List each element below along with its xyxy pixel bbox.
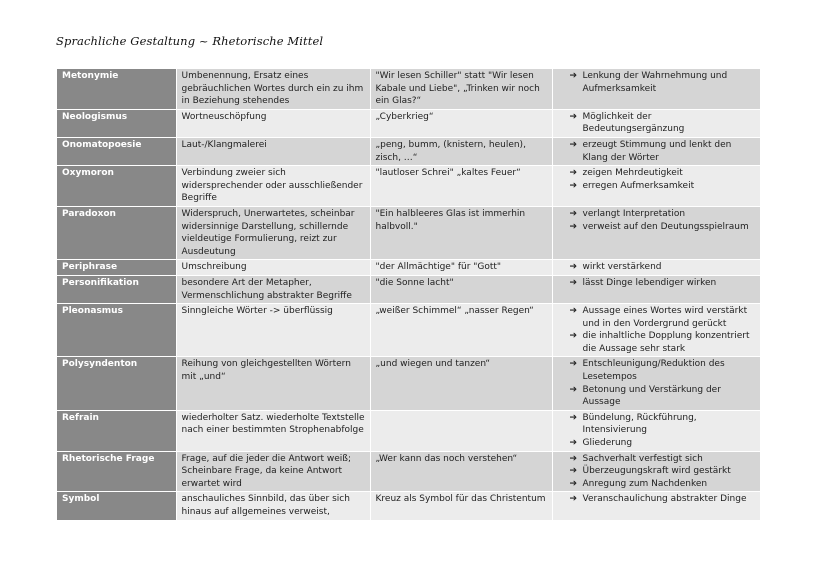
table-row [57,69,760,109]
arrow-right-icon: ➔ [569,180,578,191]
effects-cell [552,451,760,492]
arrow-right-icon: ➔ [569,71,578,81]
arrow-right-icon: ➔ [569,262,578,273]
arrow-right-icon: ➔ [569,277,578,288]
effect-text: Lenkung der Wahrnehmung und Aufmerksamkeit [582,71,728,94]
effect-text: zeigen Mehrdeutigkeit [582,168,683,179]
effects-cell [552,69,760,109]
effect-text: verlangt Interpretation [582,208,686,219]
table-row [57,357,760,410]
effect-item [569,305,756,330]
effect-text: Gliederung [582,438,633,449]
effect-item [569,412,756,437]
effect-text: erregen Aufmerksamkeit [582,180,695,191]
arrow-right-icon: ➔ [569,466,578,477]
effects-cell [552,166,760,207]
effect-text: die inhaltliche Dopplung konzentriert die Aussage sehr stark [582,331,750,354]
effect-item [569,453,756,466]
table-row [57,410,760,451]
arrow-right-icon: ➔ [569,384,578,395]
effect-item [569,111,756,136]
effects-cell [552,260,760,276]
term-cell: Polysyndenton [57,357,176,410]
arrow-right-icon: ➔ [569,168,578,179]
table-row [57,451,760,492]
table-row [57,304,760,357]
term-cell: Rhetorische Frage [57,451,176,492]
term-cell: Neologismus [57,109,176,137]
effect-text: erzeugt Stimmung und lenkt den Klang der Wörter [582,139,732,163]
effect-text: Anregung zum Nachdenken [582,478,708,489]
example-cell: „peng, bumm, (knistern, heulen), zisch, …“ [370,137,552,165]
definition-cell: Verbindung zweier sich widersprechender oder ausschließender Begriffe [176,166,370,207]
term-cell: Oxymoron [57,166,176,207]
effects-cell [552,137,760,165]
effect-item [569,478,756,491]
term-cell: Periphrase [57,260,176,276]
definition-cell: Laut-/Klangmalerei [176,137,370,165]
effect-text: Sachverhalt verfestigt sich [582,453,703,464]
term-cell: Personifikation [57,275,176,303]
arrow-right-icon: ➔ [569,494,578,505]
definition-cell: wiederholter Satz. wiederholte Textstelle nach einer bestimmten Strophenabfolge [176,410,370,451]
arrow-right-icon: ➔ [569,438,578,449]
effect-text: wirkt verstärkend [582,262,662,273]
definition-cell: anschauliches Sinnbild, das über sich hinaus auf allgemeines verweist, [176,492,370,520]
table-row [57,492,760,520]
effect-item [569,70,756,95]
effect-item [569,221,756,234]
effect-item [569,358,756,383]
example-cell [370,410,552,451]
effect-item [569,384,756,409]
definition-cell: Frage, auf die jeder die Antwort weiß; Scheinbare Frage, da keine Antwort erwartet wird [176,451,370,492]
effect-item [569,139,756,164]
effects-cell [552,206,760,259]
effect-item [569,180,756,193]
example-cell: Kreuz als Symbol für das Christentum [370,492,552,520]
term-cell: Symbol [57,492,176,520]
arrow-right-icon: ➔ [569,478,578,489]
effect-text: Bündelung, Rückführung, Intensivierung [582,412,697,436]
example-cell: "der Allmächtige" für "Gott" [370,260,552,276]
effect-text: Entschleunigung/Reduktion des Lesetempos [582,359,725,383]
example-cell: „Wer kann das noch verstehen“ [370,451,552,492]
effect-item [569,330,756,355]
effect-item [569,465,756,478]
effect-text: verweist auf den Deutungsspielraum [582,221,749,232]
arrow-right-icon: ➔ [569,208,578,219]
example-cell: "Wir lesen Schiller" statt "Wir lesen Kabale und Liebe", „Trinken wir noch ein Glas?“ [370,69,552,109]
arrow-right-icon: ➔ [569,412,578,423]
term-cell: Paradoxon [57,206,176,259]
effects-cell [552,275,760,303]
effect-item [569,277,756,290]
effect-item [569,167,756,180]
example-cell: "lautloser Schrei" „kaltes Feuer“ [370,166,552,207]
effect-text: Überzeugungskraft wird gestärkt [582,466,731,477]
definition-cell: Umschreibung [176,260,370,276]
table-row [57,260,760,276]
arrow-right-icon: ➔ [569,453,578,464]
term-cell: Onomatopoesie [57,137,176,165]
effects-cell [552,357,760,410]
definition-cell: Sinngleiche Wörter -> überflüssig [176,304,370,357]
table-row [57,206,760,259]
example-cell: „weißer Schimmel“ „nasser Regen“ [370,304,552,357]
effect-item [569,261,756,274]
effect-text: lässt Dinge lebendiger wirken [582,277,717,288]
effect-item [569,437,756,450]
example-cell: „Cyberkrieg“ [370,109,552,137]
effect-text: Betonung und Verstärkung der Aussage [582,384,721,408]
arrow-right-icon: ➔ [569,306,578,317]
example-cell: "die Sonne lacht" [370,275,552,303]
table-row [57,137,760,165]
definition-cell: Widerspruch, Unerwartetes, scheinbar widersinnige Darstellung, schillernde vieldeutige Formulierung, reizt zur Ausdeutung [176,206,370,259]
effect-text: Aussage eines Wortes wird verstärkt und in den Vordergrund gerückt [582,306,748,329]
example-cell: „und wiegen und tanzen“ [370,357,552,410]
definition-cell: Wortneuschöpfung [176,109,370,137]
effect-item [569,208,756,221]
table-row [57,166,760,207]
definition-cell: Umbenennung, Ersatz eines gebräuchlichen Wortes durch ein zu ihm in Beziehung stehendes [176,69,370,109]
definition-cell: Reihung von gleichgestellten Wörtern mit „und“ [176,357,370,410]
effect-text: Veranschaulichung abstrakter Dinge [582,494,747,505]
arrow-right-icon: ➔ [569,359,578,370]
arrow-right-icon: ➔ [569,139,578,150]
arrow-right-icon: ➔ [569,111,578,122]
effect-text: Möglichkeit der Bedeutungsergänzung [582,111,685,135]
page-title: Sprachliche Gestaltung ~ Rhetorische Mittel [56,34,324,48]
term-cell: Pleonasmus [57,304,176,357]
effects-cell [552,109,760,137]
table-row [57,275,760,303]
table-row [57,109,760,137]
effects-cell [552,492,760,520]
term-cell: Metonymie [57,69,176,109]
arrow-right-icon: ➔ [569,221,578,232]
effects-cell [552,410,760,451]
arrow-right-icon: ➔ [569,331,578,342]
effects-cell [552,304,760,357]
rhetoric-table [57,69,761,521]
effect-item [569,493,756,506]
term-cell: Refrain [57,410,176,451]
example-cell: "Ein halbleeres Glas ist immerhin halbvoll." [370,206,552,259]
definition-cell: besondere Art der Metapher, Vermenschlichung abstrakter Begriffe [176,275,370,303]
